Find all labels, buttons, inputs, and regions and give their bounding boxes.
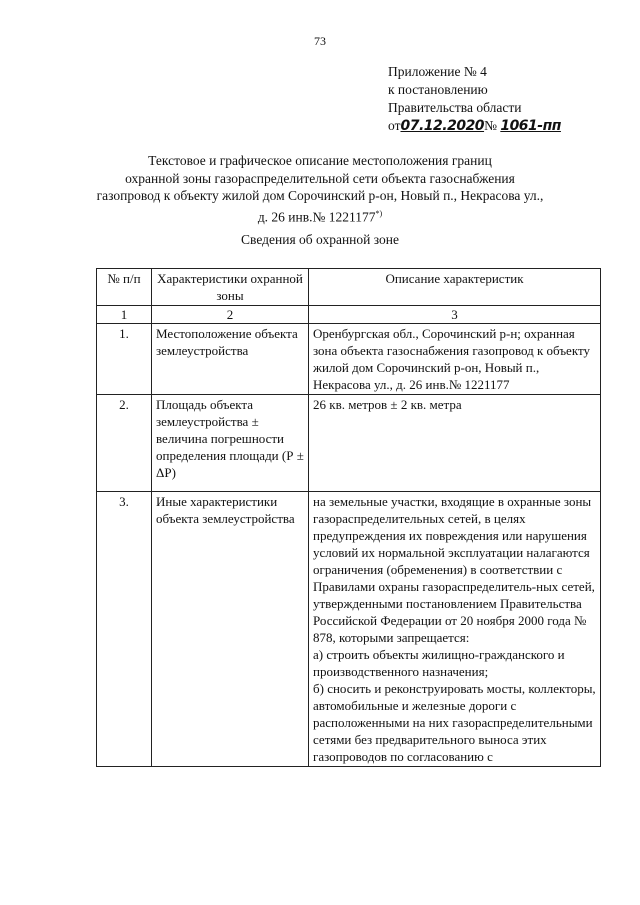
protection-zone-table: [96, 268, 601, 767]
row-number: 3.: [97, 492, 152, 767]
table-row: [97, 324, 601, 395]
restrictions-text: на земельные участки, входящие в охранные зоны газораспределительных сетей, в целях предупреждения их повреждения или нарушения условий их нормальной эксплуатации налагаются ограничения (обременения) в соответствии с Правилами охраны газораспределитель-ных сетей, утвержденными постановлением Правительства Российской Федерации от 20 ноября 2000 года № 878, которыми запрещается:: [313, 494, 595, 645]
header-cell-number: № п/п: [97, 269, 152, 306]
appendix-from: от: [388, 118, 401, 133]
restriction-item-b: б) сносить и реконструировать мосты, коллекторы, автомобильные и железные дороги с расположенными на них газораспределительными сетями без предварительного выноса этих газопроводов по согласованию с: [313, 681, 596, 764]
row-characteristic: Иные характеристики объекта землеустройства: [152, 492, 309, 767]
appendix-block: [388, 63, 561, 135]
row-characteristic: Площадь объекта землеустройства ± величина погрешности определения площади (Р ± ΔР): [152, 395, 309, 492]
header-cell-characteristics: Характеристики охранной зоны: [152, 269, 309, 306]
heading-line-2: охранной зоны газораспределительной сети объекта газоснабжения: [125, 170, 515, 186]
heading-line-4: [70, 205, 570, 226]
page-number: 73: [314, 34, 326, 48]
section-title: Сведения об охранной зоне: [241, 232, 399, 247]
handwritten-date: 07.12.2020: [400, 118, 485, 134]
table-header-row: [97, 269, 601, 306]
appendix-authority: Правительства области: [388, 100, 522, 115]
column-number-3: 3: [309, 306, 601, 324]
heading-line-4-text: д. 26 инв.№ 1221177: [257, 209, 376, 224]
row-description: [309, 492, 601, 767]
heading-line-3: газопровод к объекту жилой дом Сорочинский р-он, Новый п., Некрасова ул.,: [96, 188, 544, 203]
column-number-1: 1: [97, 306, 152, 324]
document-heading: [70, 152, 570, 226]
column-number-2: 2: [152, 306, 309, 324]
row-description: Оренбургская обл., Сорочинский р-н; охранная зона объекта газоснабжения газопровод к объекту жилой дом Сорочинский р-он, Новый п., Некрасова ул., д. 26 инв.№ 1221177: [309, 324, 601, 395]
appendix-number-sign: №: [484, 118, 497, 133]
restriction-item-a: а) строить объекты жилищно-гражданского и производственного назначения;: [313, 647, 565, 679]
heading-line-1: Текстовое и графическое описание местоположения границ: [148, 153, 492, 168]
table-row: [97, 395, 601, 492]
appendix-ref: к постановлению: [388, 82, 488, 97]
row-number: 1.: [97, 324, 152, 395]
column-number-row: [97, 306, 601, 324]
row-characteristic: Местоположение объекта землеустройства: [152, 324, 309, 395]
footnote-mark: *): [375, 208, 383, 218]
handwritten-number: 1061-пп: [500, 118, 561, 134]
table-row: [97, 492, 601, 767]
appendix-date-line: [388, 117, 561, 135]
row-description: 26 кв. метров ± 2 кв. метра: [309, 395, 601, 492]
row-number: 2.: [97, 395, 152, 492]
header-cell-description: Описание характеристик: [309, 269, 601, 306]
appendix-title: Приложение № 4: [388, 64, 487, 79]
